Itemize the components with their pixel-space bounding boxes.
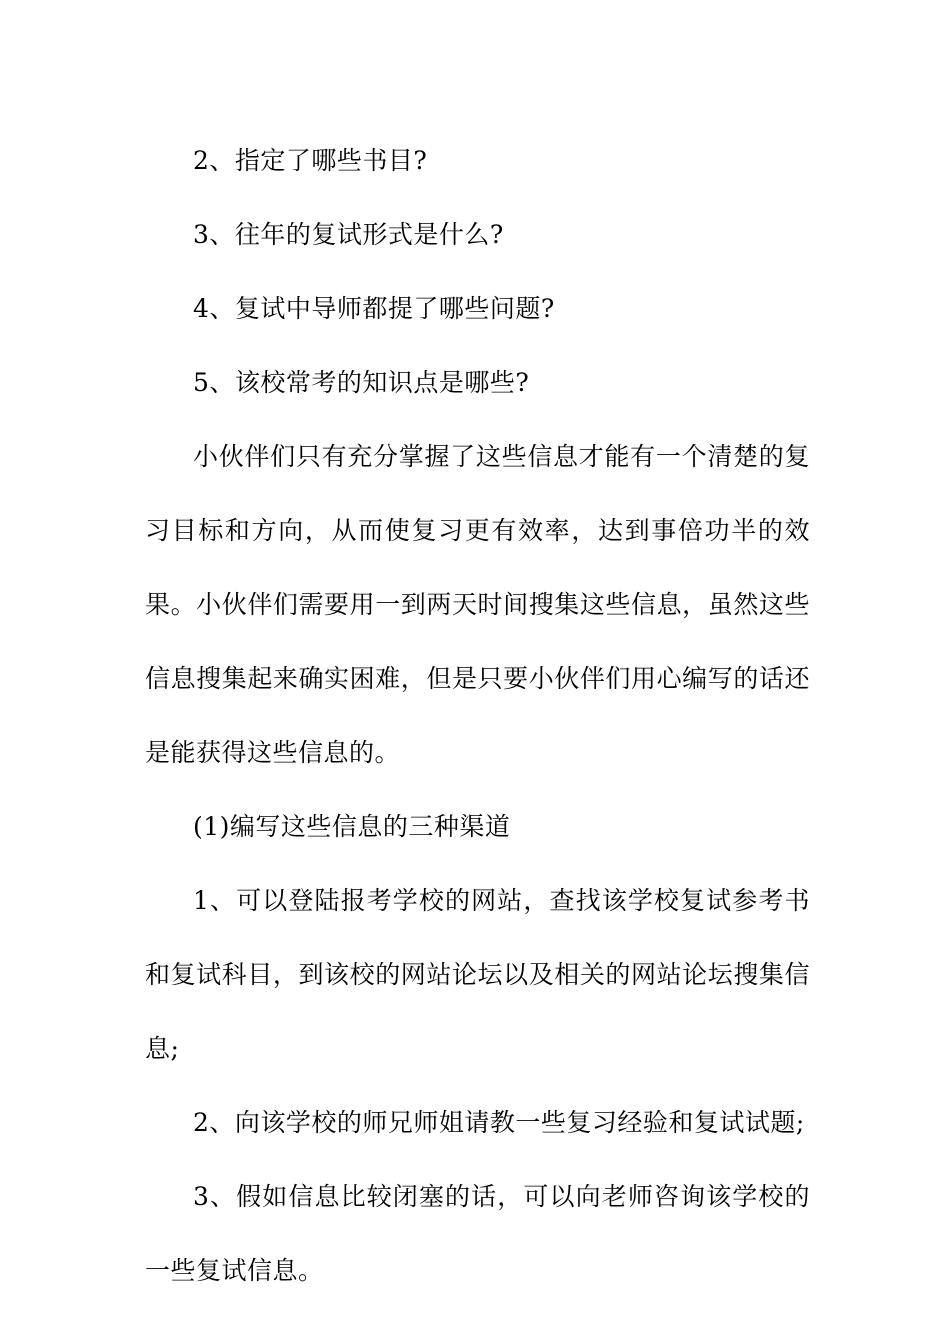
paragraph-channel-3: 3、假如信息比较闭塞的话，可以向老师咨询该学校的一些复试信息。 [145, 1182, 810, 1285]
paragraph-question-3: 3、往年的复试形式是什么? [193, 220, 504, 249]
document-body [145, 124, 810, 1308]
paragraph-question-2: 2、指定了哪些书目? [193, 146, 428, 175]
paragraph-channel-2: 2、向该学校的师兄师姐请教一些复习经验和复试试题; [193, 1108, 805, 1137]
paragraph-summary: 小伙伴们只有充分掌握了这些信息才能有一个清楚的复习目标和方向，从而使复习更有效率，达到事倍功半的效果。小伙伴们需要用一到两天时间搜集这些信息，虽然这些信息搜集起来确实困难，但是只要小伙伴们用心编写的话还是能获得这些信息的。 [145, 442, 810, 767]
paragraph-question-5: 5、该校常考的知识点是哪些? [193, 368, 530, 397]
paragraph-channel-1: 1、可以登陆报考学校的网站，查找该学校复试参考书和复试科目，到该校的网站论坛以及相关的网站论坛搜集信息; [145, 886, 810, 1063]
paragraph-question-4: 4、复试中导师都提了哪些问题? [193, 294, 555, 323]
section-heading-channels: (1)编写这些信息的三种渠道 [193, 812, 511, 841]
